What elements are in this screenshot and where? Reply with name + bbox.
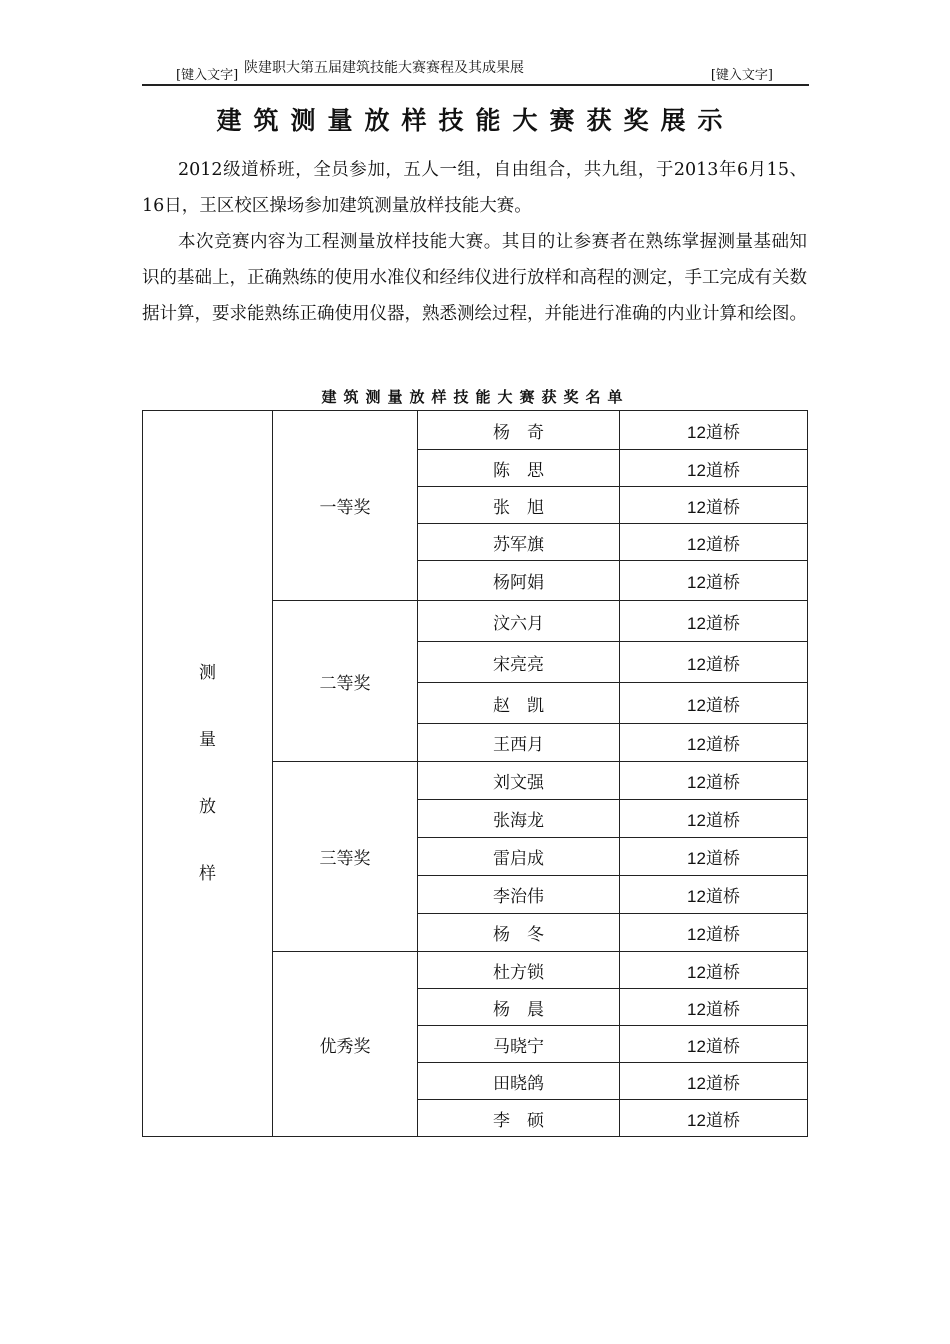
winner-name-cell: 杨 晨 [418,989,620,1026]
winner-name-cell: 苏军旗 [418,524,620,561]
winner-class-cell: 12道桥 [620,800,808,838]
winner-class-cell: 12道桥 [620,1100,808,1137]
winner-name-cell: 张海龙 [418,800,620,838]
winner-class-cell: 12道桥 [620,561,808,601]
winner-class-cell: 12道桥 [620,914,808,952]
winner-name-cell: 马晓宁 [418,1026,620,1063]
winner-name-cell: 汶六月 [418,601,620,642]
category-char: 放 [199,796,216,817]
winner-name-cell: 杨阿娟 [418,561,620,601]
winner-name-cell: 田晓鸽 [418,1063,620,1100]
paragraph-content: 本次竞赛内容为工程测量放样技能大赛。其目的让参赛者在熟练掌握测量基础知识的基础上，正确熟练的使用水准仪和经纬仪进行放样和高程的测定，手工完成有关数据计算，要求能熟练正确使用仪器，熟悉测绘过程，并能进行准确的内业计算和绘图。 [142,232,807,324]
winner-name-cell: 刘文强 [418,762,620,800]
winner-class-cell: 12道桥 [620,683,808,724]
winner-class-cell: 12道桥 [620,1063,808,1100]
page-header [142,56,809,86]
winner-class-cell: 12道桥 [620,762,808,800]
winner-name-cell: 杨 冬 [418,914,620,952]
winner-class-cell: 12道桥 [620,411,808,450]
awards-table [142,410,808,1137]
winner-name-cell: 李 硕 [418,1100,620,1137]
category-char: 样 [199,863,216,884]
award-level-cell: 优秀奖 [273,952,418,1137]
winner-class-cell: 12道桥 [620,524,808,561]
header-left-placeholder[interactable]: [键入文字] [176,68,239,83]
winner-class-cell: 12道桥 [620,838,808,876]
winner-name-cell: 张 旭 [418,487,620,524]
award-level-cell: 三等奖 [273,762,418,952]
winner-name-cell: 雷启成 [418,838,620,876]
winner-name-cell: 王西月 [418,724,620,762]
table-row [143,411,808,450]
winner-name-cell: 杨 奇 [418,411,620,450]
award-level-cell: 二等奖 [273,601,418,762]
winner-name-cell: 宋亮亮 [418,642,620,683]
winner-class-cell: 12道桥 [620,450,808,487]
winner-class-cell: 12道桥 [620,601,808,642]
winner-class-cell: 12道桥 [620,724,808,762]
winner-class-cell: 12道桥 [620,487,808,524]
winner-name-cell: 陈 思 [418,450,620,487]
category-char: 测 [199,662,216,683]
paragraph-intro: 2012级道桥班，全员参加，五人一组，自由组合，共九组，于2013年6月15、16日，王区校区操场参加建筑测量放样技能大赛。 [142,160,807,216]
winner-name-cell: 杜方锁 [418,952,620,989]
table-caption: 建筑测量放样技能大赛获奖名单 [321,388,630,406]
document-title: 建筑测量放样技能大赛获奖展示 [216,106,735,135]
header-right-placeholder[interactable]: [键入文字] [710,68,773,83]
header-title: 陕建职大第五届建筑技能大赛赛程及其成果展 [244,60,524,76]
winner-name-cell: 李治伟 [418,876,620,914]
winner-class-cell: 12道桥 [620,989,808,1026]
winner-class-cell: 12道桥 [620,642,808,683]
winner-name-cell: 赵 凯 [418,683,620,724]
winner-class-cell: 12道桥 [620,1026,808,1063]
winner-class-cell: 12道桥 [620,876,808,914]
award-level-cell: 一等奖 [273,411,418,601]
category-cell [143,411,273,1137]
winner-class-cell: 12道桥 [620,952,808,989]
category-char: 量 [199,729,216,750]
